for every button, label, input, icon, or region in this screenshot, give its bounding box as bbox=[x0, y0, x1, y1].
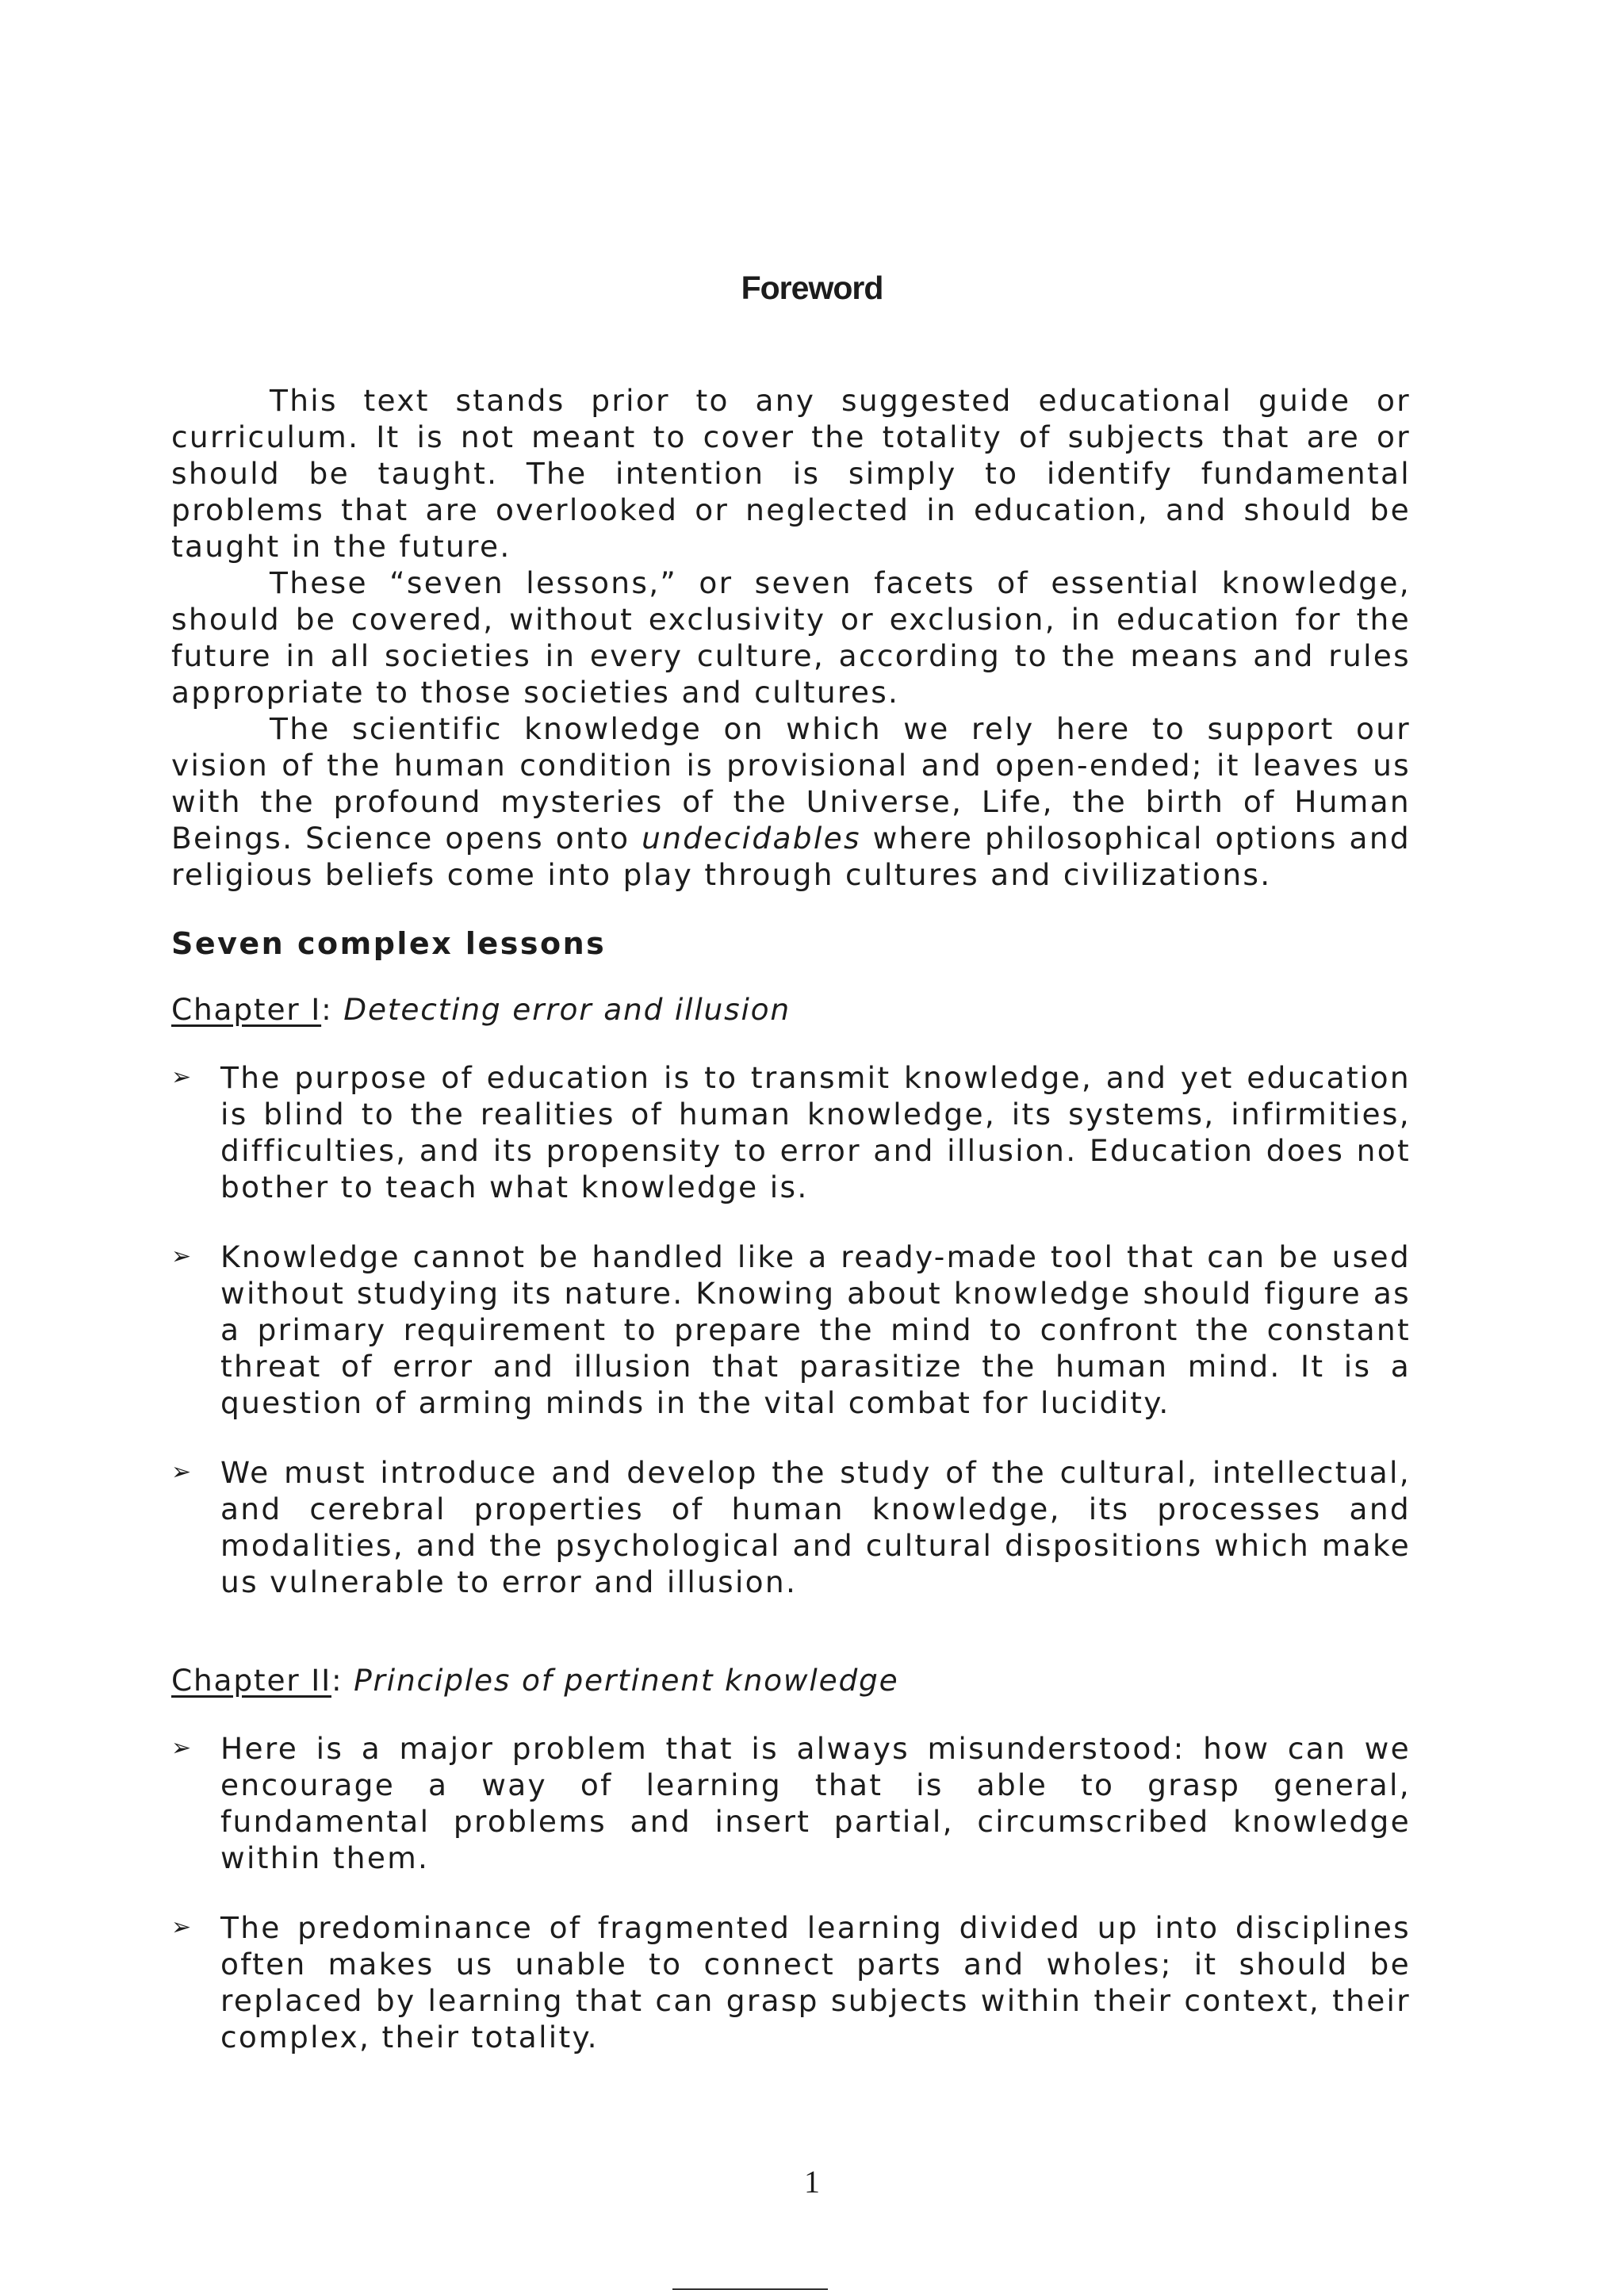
page-number: 1 bbox=[804, 2164, 820, 2200]
list-item bbox=[171, 1059, 1411, 1205]
bullet-list bbox=[171, 1059, 1411, 1600]
list-item bbox=[171, 1239, 1411, 1421]
intro-paragraph-2: These “seven lessons,” or seven facets of essential knowledge, should be covered, without exclusivity or exclusion, in education for the future in all societies in every culture, according to the means and rules appropriate to those societies and cultures. bbox=[171, 565, 1411, 710]
bullet-text: We must introduce and develop the study of the cultural, intellectual, and cerebral properties of human knowledge, its processes and modalities, and the psychological and cultural dispositions which make us vulnerable to error and illusion. bbox=[220, 1455, 1411, 1599]
chapter-separator: : bbox=[331, 1663, 343, 1698]
page-title: Foreword bbox=[741, 270, 883, 306]
bullet-text: Here is a major problem that is always misunderstood: how can we encourage a way of learning that is able to grasp general, fundamental problems and insert partial, circumscribed knowledge within them. bbox=[220, 1731, 1411, 1875]
list-item bbox=[171, 1454, 1411, 1600]
bullet-list bbox=[171, 1730, 1411, 2055]
chapter-separator: : bbox=[321, 992, 333, 1027]
arrow-bullet-icon: ➢ bbox=[171, 1734, 193, 1762]
chapter-heading-1 bbox=[171, 991, 1411, 1028]
chapter-label: Chapter I bbox=[171, 992, 322, 1027]
bullet-text: Knowledge cannot be handled like a ready-made tool that can be used without studying its nature. Knowing about knowledge should figure as a primary requirement to prepare the mind to confront the constant threat of error and illusion that parasitize the human mind. It is a question of arming minds in the vital combat for lucidity. bbox=[220, 1239, 1411, 1420]
chapter-title: Principles of pertinent knowledge bbox=[354, 1663, 899, 1698]
bullet-text: The purpose of education is to transmit knowledge, and yet education is blind to the realities of human knowledge, its systems, infirmities, difficulties, and its propensity to error and illusion. Education does not bother to teach what knowledge is. bbox=[220, 1060, 1411, 1204]
chapter-heading-2 bbox=[171, 1662, 1411, 1698]
chapter-label: Chapter II bbox=[171, 1663, 331, 1698]
list-item bbox=[171, 1730, 1411, 1876]
arrow-bullet-icon: ➢ bbox=[171, 1458, 193, 1486]
chapter-title: Detecting error and illusion bbox=[343, 992, 791, 1027]
list-item bbox=[171, 1909, 1411, 2055]
intro-paragraph-1: This text stands prior to any suggested educational guide or curriculum. It is not meant to cover the totality of subjects that are or should be taught. The intention is simply to identify fundamental problems that are overlooked or neglected in education, and should be taught in the future. bbox=[171, 383, 1411, 564]
document-body bbox=[171, 382, 1411, 2089]
paragraph-3-text-before: The scientific knowledge on which we rely here to support our vision of the human condition is provisional and open-ended; it leaves us with the profound mysteries of the Universe, Life, the birth of Human Beings. Science opens onto bbox=[171, 711, 1411, 856]
arrow-bullet-icon: ➢ bbox=[171, 1913, 193, 1941]
intro-paragraph-3 bbox=[171, 710, 1411, 893]
paragraph-3-text-after: where philosophical options and religious beliefs come into play through cultures and civilizations. bbox=[171, 821, 1411, 892]
section-heading: Seven complex lessons bbox=[171, 926, 607, 961]
bullet-text: The predominance of fragmented learning divided up into disciplines often makes us unable to connect parts and wholes; it should be replaced by learning that can grasp subjects within their context, their complex, their totality. bbox=[220, 1910, 1411, 2054]
arrow-bullet-icon: ➢ bbox=[171, 1243, 193, 1270]
paragraph-3-emphasis: undecidables bbox=[642, 821, 861, 856]
arrow-bullet-icon: ➢ bbox=[171, 1063, 193, 1091]
